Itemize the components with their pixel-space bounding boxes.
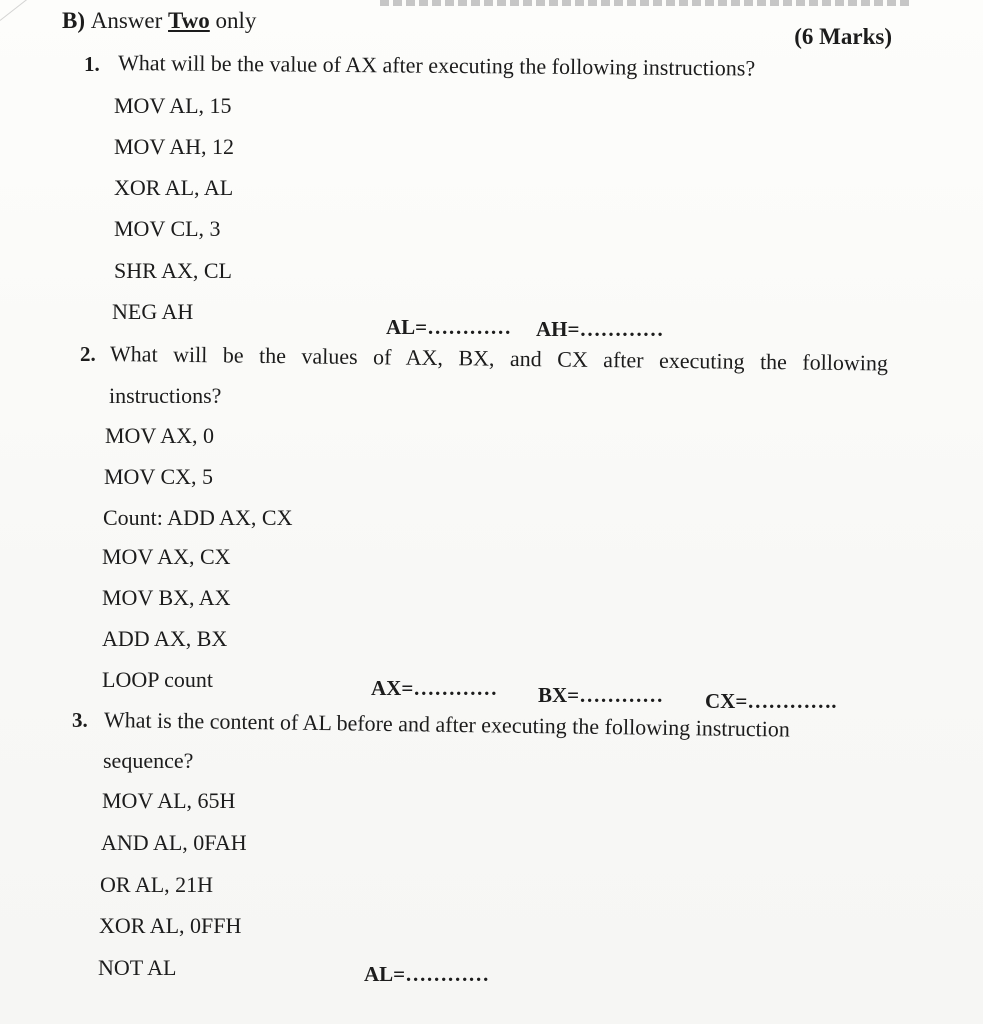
q3-instruction: AND AL, 0FAH [101,830,247,855]
q1-answer-ah: AH=………… [536,317,664,341]
section-header [62,8,256,34]
q2-instruction: MOV AX, CX [102,544,231,569]
q2-instruction: Count: ADD AX, CX [103,505,293,530]
q1-instruction: XOR AL, AL [114,175,234,200]
marks-label: (6 Marks) [794,24,892,49]
question-2-number: 2. [80,342,96,366]
q2-answer-bx: BX=………… [538,683,664,707]
section-label: B) [62,8,91,33]
question-3-number: 3. [72,708,88,732]
q2-answer-cx: CX=…………. [705,689,837,713]
q2-instruction: MOV AX, 0 [105,423,215,448]
question-3-text-line-1: What is the content of AL before and after executing the following instruction [103,707,790,742]
q2-instruction: MOV CX, 5 [104,464,214,489]
cropped-top-line [380,0,910,6]
q1-answer-al: AL=………… [386,315,512,339]
pen-mark [0,0,48,21]
q3-instruction: MOV AL, 65H [102,788,236,813]
question-3-text-line-2: sequence? [103,748,194,773]
instruction-answer: Answer [90,8,169,33]
q1-instruction: MOV AL, 15 [114,93,232,118]
q2-answer-ax: AX=………… [371,676,498,700]
question-1-number: 1. [84,52,100,76]
q2-instruction: LOOP count [102,667,214,692]
q1-instruction: MOV AH, 12 [114,134,235,159]
q3-answer-al: AL=………… [364,962,490,986]
instruction-two: Two [168,8,210,33]
q3-instruction: NOT AL [98,955,177,980]
question-2-text-line-1: What will be the values of AX, BX, and CX after executing the following [109,341,889,376]
instruction-only: only [209,8,257,33]
q1-instruction: MOV CL, 3 [114,216,221,241]
q3-instruction: XOR AL, 0FFH [99,913,242,938]
q2-instruction: ADD AX, BX [102,626,228,651]
question-1-text: What will be the value of AX after executing the following instructions? [117,50,756,81]
q2-instruction: MOV BX, AX [102,585,231,610]
q1-instruction: NEG AH [112,299,194,324]
question-2-text-line-2: instructions? [109,383,222,408]
q1-instruction: SHR AX, CL [114,258,232,283]
q3-instruction: OR AL, 21H [100,872,214,897]
